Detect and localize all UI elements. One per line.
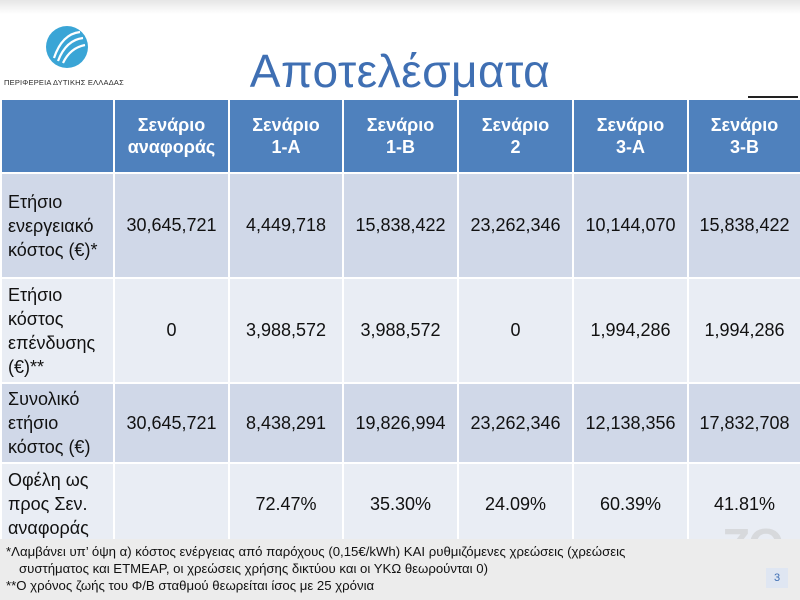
table-cell: 0 — [114, 278, 229, 383]
header-corner-cell — [1, 99, 114, 173]
footnote-pv-lifetime: **Ο χρόνος ζωής του Φ/Β σταθμού θεωρείται ίσος με 25 χρόνια — [6, 578, 375, 593]
table-cell: 41.81% — [688, 463, 800, 565]
row-label: Οφέλη ως προς Σεν. αναφοράς — [1, 463, 114, 565]
table-cell: 15,838,422 — [688, 173, 800, 278]
table-cell: 19,826,994 — [343, 383, 458, 463]
region-logo-icon — [44, 24, 90, 70]
table-cell: 30,645,721 — [114, 383, 229, 463]
logo-caption: ΠΕΡΙΦΕΡΕΙΑ ΔΥΤΙΚΗΣ ΕΛΛΑΔΑΣ — [4, 78, 124, 87]
table-cell: 60.39% — [573, 463, 688, 565]
table-cell: 23,262,346 — [458, 383, 573, 463]
table-cell: 12,138,356 — [573, 383, 688, 463]
results-table — [0, 98, 800, 566]
table-cell: 15,838,422 — [343, 173, 458, 278]
table-header-row — [1, 99, 800, 173]
row-label: Συνολικό ετήσιο κόστος (€) — [1, 383, 114, 463]
table-row — [1, 173, 800, 278]
header-scenario-1a: Σενάριο 1-Α — [229, 99, 343, 173]
table-cell: 17,832,708 — [688, 383, 800, 463]
table-cell: 1,994,286 — [688, 278, 800, 383]
table-cell: 3,988,572 — [229, 278, 343, 383]
table-cell: 10,144,070 — [573, 173, 688, 278]
header-scenario-3b: Σενάριο 3-Β — [688, 99, 800, 173]
header-scenario-2: Σενάριο 2 — [458, 99, 573, 173]
footnote-energy-cost-cont: συστήματος και ΕΤΜΕΑΡ, οι χρεώσεις χρήσης δικτύου και οι ΥΚΩ θεωρούνται 0) — [19, 561, 488, 576]
region-logo — [4, 24, 144, 90]
header-scenario-reference: Σενάριο αναφοράς — [114, 99, 229, 173]
table-cell: 4,449,718 — [229, 173, 343, 278]
table-cell: 30,645,721 — [114, 173, 229, 278]
table-cell: 8,438,291 — [229, 383, 343, 463]
header-scenario-1b: Σενάριο 1-Β — [343, 99, 458, 173]
table-row — [1, 278, 800, 383]
table-cell: 1,994,286 — [573, 278, 688, 383]
table-cell: 24.09% — [458, 463, 573, 565]
table-cell: 23,262,346 — [458, 173, 573, 278]
header-scenario-3a: Σενάριο 3-Α — [573, 99, 688, 173]
footnotes — [0, 539, 800, 600]
table-row — [1, 383, 800, 463]
row-label: Ετήσιο κόστος επένδυσης (€)** — [1, 278, 114, 383]
table-cell: 3,988,572 — [343, 278, 458, 383]
top-strip — [0, 0, 800, 14]
page-number: 3 — [766, 568, 788, 588]
row-label: Ετήσιο ενεργειακό κόστος (€)* — [1, 173, 114, 278]
page-title: Αποτελέσματα — [249, 45, 551, 97]
footnote-energy-cost: *Λαμβάνει υπ’ όψη α) κόστος ενέργειας από παρόχους (0,15€/kWh) ΚΑΙ ρυθμιζόμενες χρεώσεις (χρεώσεις — [6, 544, 626, 559]
table-cell: 0 — [458, 278, 573, 383]
table-cell: 35.30% — [343, 463, 458, 565]
table-cell: 72.47% — [229, 463, 343, 565]
